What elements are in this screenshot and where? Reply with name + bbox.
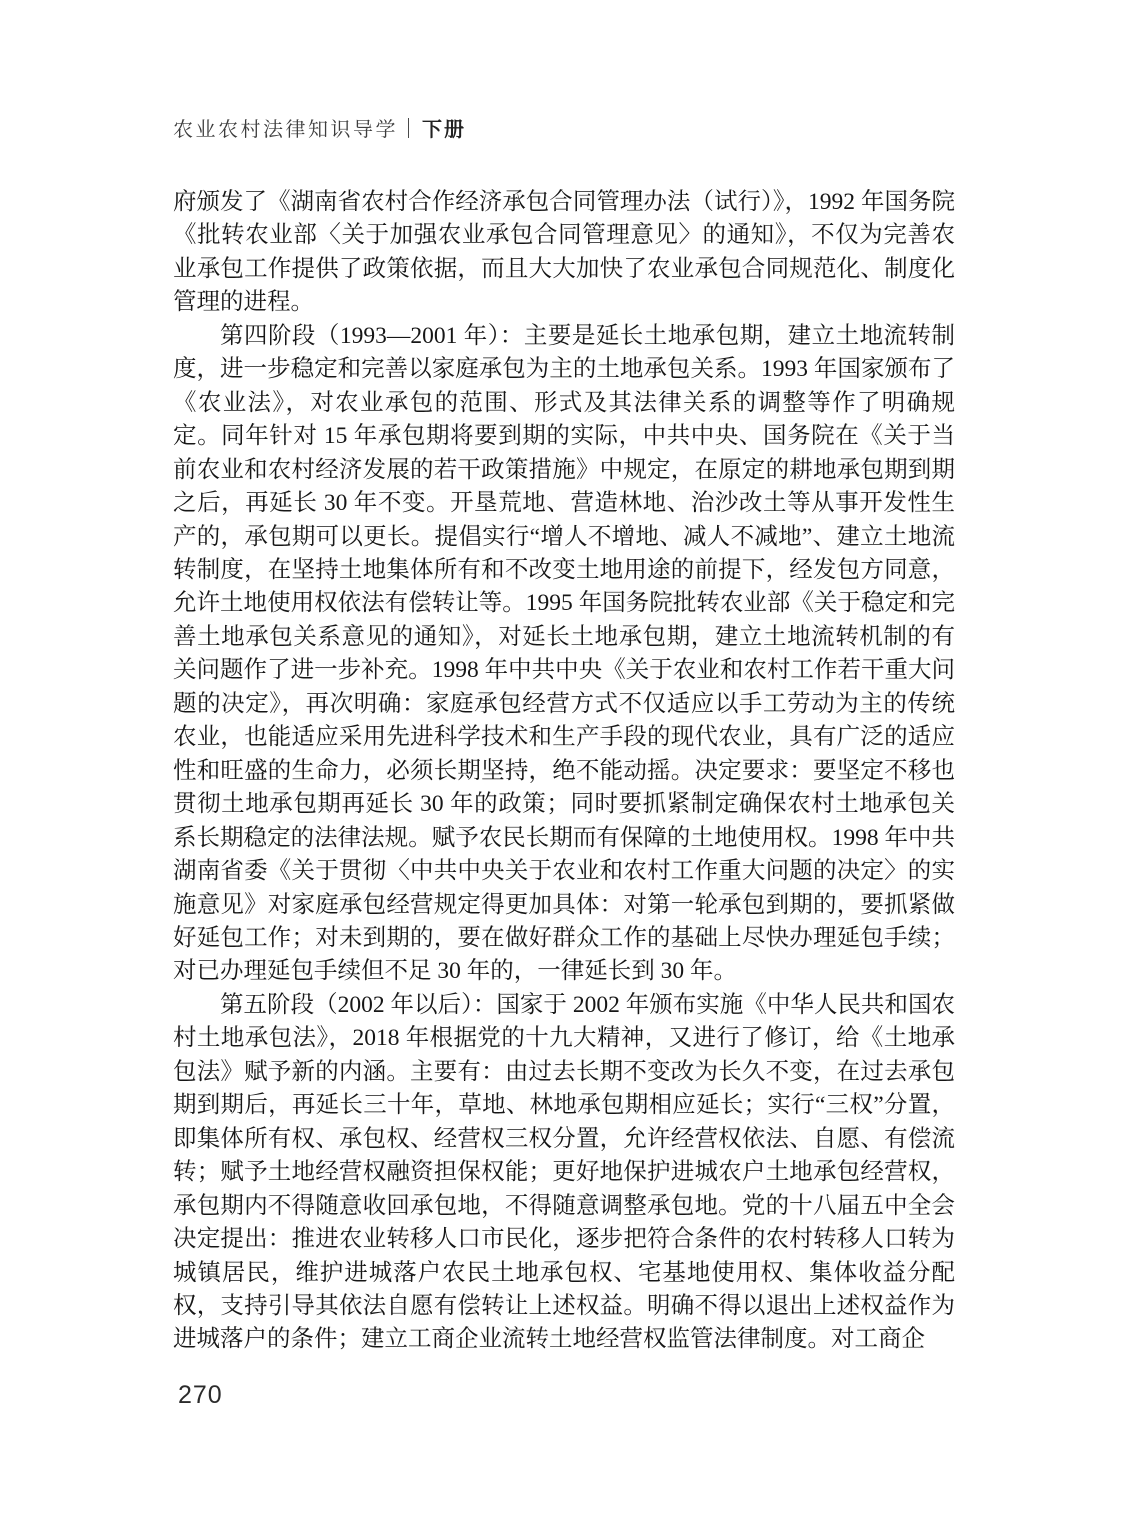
header-separator — [408, 118, 409, 138]
volume-label: 下册 — [422, 119, 466, 141]
page-number: 270 — [178, 1381, 223, 1409]
book-title: 农业农村法律知识导学 — [173, 119, 398, 141]
body-paragraph-stage5: 第五阶段（2002 年以后）：国家于 2002 年颁布实施《中华人民共和国农村土地承包法》，2018 年根据党的十九大精神，又进行了修订，给《土地承包法》赋予新的内涵。主要有：由过去长期不变改为长久不变，在过去承包期到期后，再延长三十年，草地、林地承包期相应延长；实行“三权”分置，即集体所有权、承包权、经营权三权分置，允许经营权依法、自愿、有偿流转；赋予土地经营权融资担保权能；更好地保护进城农户土地承包经营权，承包期内不得随意收回承包地，不得随意调整承包地。党的十八届五中全会决定提出：推进农业转移人口市民化，逐步把符合条件的农村转移人口转为城镇居民，维护进城落户农民土地承包权、宅基地使用权、集体收益分配权，支持引导其依法自愿有偿转让上述权益。明确不得以退出上述权益作为进城落户的条件；建立工商企业流转土地经营权监管法律制度。对工商企 — [173, 991, 955, 1353]
body-paragraph-stage4: 第四阶段（1993—2001 年）：主要是延长土地承包期，建立土地流转制度，进一步稳定和完善以家庭承包为主的土地承包关系。1993 年国家颁布了《农业法》，对农业承包的范围、形式及其法律关系的调整等作了明确规定。同年针对 15 年承包期将要到期的实际，中共中央、国务院在《关于当前农业和农村经济发展的若干政策措施》中规定，在原定的耕地承包期到期之后，再延长 30 年不变。开垦荒地、营造林地、治沙改土等从事开发性生产的，承包期可以更长。提倡实行“增人不增地、减人不减地”、建立土地流转制度，在坚持土地集体所有和不改变土地用途的前提下，经发包方同意，允许土地使用权依法有偿转让等。1995 年国务院批转农业部《关于稳定和完善土地承包关系意见的通知》，对延长土地承包期，建立土地流转机制的有关问题作了进一步补充。1998 年中共中央《关于农业和农村工作若干重大问题的决定》，再次明确：家庭承包经营方式不仅适应以手工劳动为主的传统农业，也能适应采用先进科学技术和生产手段的现代农业，具有广泛的适应性和旺盛的生命力，必须长期坚持，绝不能动摇。决定要求：要坚定不移也贯彻土地承包期再延长 30 年的政策；同时要抓紧制定确保农村土地承包关系长期稳定的法律法规。赋予农民长期而有保障的土地使用权。1998 年中共湖南省委《关于贯彻〈中共中央关于农业和农村工作重大问题的决定〉的实施意见》对家庭承包经营规定得更加具体：对第一轮承包到期的，要抓紧做好延包工作；对未到期的，要在做好群众工作的基础上尽快办理延包手续；对已办理延包手续但不足 30 年的，一律延长到 30 年。 — [173, 322, 955, 985]
body-paragraph-continuation: 府颁发了《湖南省农村合作经济承包合同管理办法（试行）》，1992 年国务院《批转农业部〈关于加强农业承包合同管理意见〉的通知》，不仅为完善农业承包工作提供了政策依据，而且大大加快了农业承包合同规范化、制度化管理的进程。 — [173, 189, 955, 316]
running-header — [173, 113, 466, 142]
page-body — [173, 186, 955, 1357]
